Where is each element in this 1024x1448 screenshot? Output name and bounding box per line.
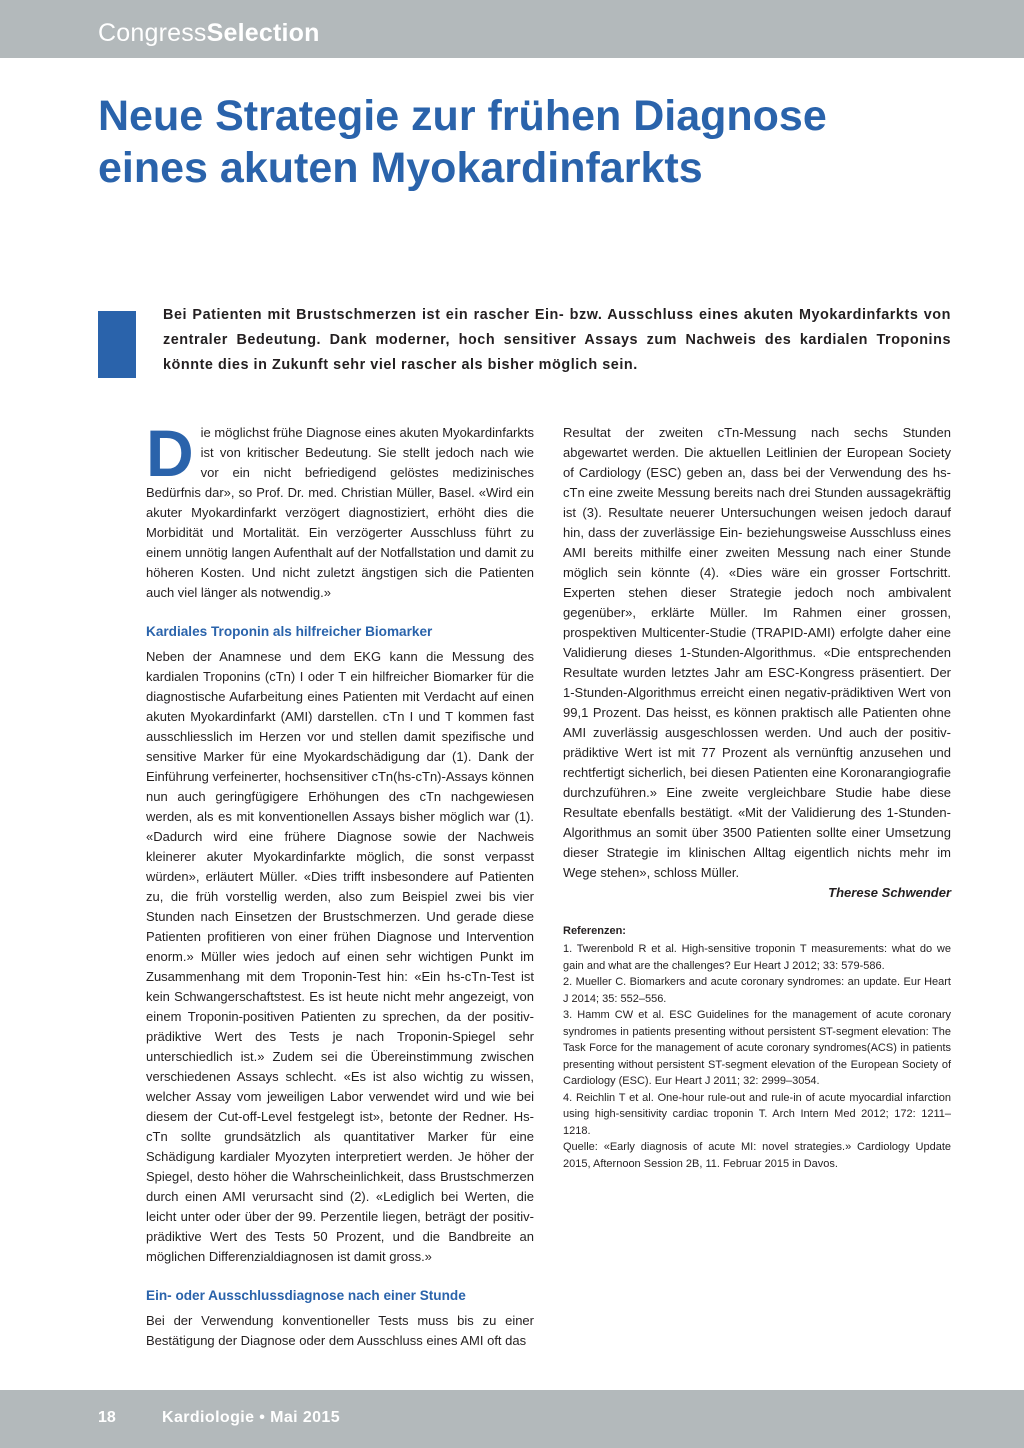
section-one-hour-continued: Resultat der zweiten cTn-Messung nach sechs Stunden abgewartet werden. Die aktuellen Leitlinien der European Society of Cardiology (ESC) geben an, dass bei der Verwendung des hs-cTn eine zweite Messung bereits nach drei Stunden aussagekräftig ist (3). Resultate neuerer Untersuchungen weisen jedoch darauf hin, dass der zuverlässige Ein- beziehungsweise Ausschluss eines AMI bereits mithilfe einer zweiten Messung nach einer Stunde möglich sein könnte (4). «Dies wäre ein grosser Fortschritt. Experten stehen dieser Strategie jedoch noch ambivalent gegenüber», erklärte Müller. Im Rahmen einer grossen, prospektiven Multicenter-Studie (TRAPID-AMI) erfolgte daher eine Validierung dieses 1-Stunden-Algorithmus. «Die entsprechenden Resultate wurden letztes Jahr am ESC-Kongress präsentiert. Der 1-Stunden-Algorithmus erreicht einen negativ-prädiktiven Wert von 99,1 Prozent. Das heisst, es können praktisch alle Patienten ohne AMI zuverlässig ausgeschlossen werden. Und auch der positiv-prädiktive Wert ist mit 77 Prozent als vernünftig anzusehen und rechtfertigt sicherlich, bei diesen Patienten eine Koronarangiografie durchzuführen.» Eine zweite vergleichbare Studie habe diese Resultate ebenfalls bestätigt. «Mit der Validierung des 1-Stunden-Algorithmus an somit über 3500 Patienten sollte einer Umsetzung dieser Strategie im klinischen Alltag eigentlich nichts mehr im Wege stehen», schloss Müller. [563,425,951,880]
intro-paragraph [146,416,534,603]
section-troponin-text: Neben der Anamnese und dem EKG kann die Messung des kardialen Troponins (cTn) I oder T ein hilfreicher Biomarker für die diagnostische Aufarbeitung eines Patienten mit Verdacht auf einen akuten Myokardinfarkt (AMI) darstellen. cTn I und T kommen fast ausschliesslich im Herzen vor und stellen damit spezifische und sensitive Marker für eine Myokardschädigung dar (1). Dank der Einführung verfeinerter, hochsensitiver cTn(hs-cTn)-Assays können nun auch geringfügigere Erhöhungen des cTn nachgewiesen werden, als es mit konventionellen Assays bisher möglich war (1). «Dadurch wird eine frühere Diagnose sowie der Nachweis kleinerer akuter Myokardinfarkte möglich, die sonst verpasst würden», erläutert Müller. «Dies trifft insbesondere auf Patienten zu, die früh vorstellig werden, also zum Beispiel zwei bis vier Stunden nach Einsetzen der Brustschmerzen. Und gerade diese Patienten profitieren von einer frühen Diagnose und Intervention enorm.» Müller wies jedoch auf einen sehr wichtigen Punkt im Zusammenhang mit dem Troponin-Test hin: «Ein hs-cTn-Test ist kein Schwangerschaftstest. Es ist heute nicht mehr angezeigt, von einem Troponin-positiven Patienten zu sprechen, da der positiv-prädiktive Wert des Tests je nach Troponin-Spiegel sehr unterschiedlich ist.» Zudem sei die Übereinstimmung zwischen verschiedenen Assays schlecht. «Es ist also wichtig zu wissen, welcher Assay vom jeweiligen Labor verwendet wird und wie bei diesem der Cut-off-Level festgelegt ist», betonte der Redner. Hs-cTn sollte grundsätzlich als quantitativer Marker für eine Schädigung kardialer Myozyten interpretiert werden. Je höher der Spiegel, desto höher die Wahrscheinlichkeit, dass Brustschmerzen durch einen AMI verursacht sind (2). «Lediglich bei Werten, die leicht unter oder über der 99. Perzentile liegen, beträgt der positiv-prädiktive Wert des Tests 50 Prozent, und die Bandbreite an möglichen Differenzialdiagnosen ist damit gross.» [146,649,535,1264]
left-column [146,416,535,1351]
reference-item: 2. Mueller C. Biomarkers and acute coronary syndromes: an update. Eur Heart J 2014; 35: 552–556. [563,976,951,1005]
brand-logo [98,19,320,47]
subhead-one-hour: Ein- oder Ausschlussdiagnose nach einer Stunde [146,1288,466,1303]
brand-regular: Congress [98,19,207,47]
section-one-hour-text: Bei der Verwendung konventioneller Tests muss bis zu einer Bestätigung der Diagnose oder dem Ausschluss eines AMI oft das [146,1313,534,1348]
reference-item: 1. Twerenbold R et al. High-sensitive troponin T measurements: what do we gain and what are the challenges? Eur Heart J 2012; 33: 579-586. [563,943,951,972]
drop-cap: D [146,416,194,490]
lead-accent-bar [98,311,136,378]
article-title [98,90,978,194]
source-note: Quelle: «Early diagnosis of acute MI: novel strategies.» Cardiology Update 2015, Afternoon Session 2B, 11. Februar 2015 in Davos. [563,1141,951,1170]
page-number: 18 [98,1409,116,1426]
title-line-2: eines akuten Myokardinfarkts [98,144,703,192]
intro-text: ie möglichst frühe Diagnose eines akuten Myokardinfarkts ist von kritischer Bedeutung. Sie stellt jedoch nach wie vor ein nicht befriedigend gelöstes medizinisches Bedürfnis dar», so Prof. Dr. med. Christian Müller, Basel. «Wird ein akuter Myokardinfarkt verzögert diagnostiziert, erhöht dies die Morbidität und Mortalität. Ein verzögerter Ausschluss führt zu einem unnötig langen Aufenthalt auf der Notfallstation und damit zu höheren Kosten. Und nicht zuletzt ängstigen sich die Patienten auch viel länger als notwendig.» [146,425,534,600]
title-line-1: Neue Strategie zur frühen Diagnose [98,92,827,140]
author-name: Therese Schwender [828,885,951,900]
footer-bar [0,1390,1024,1448]
journal-issue: Kardiologie • Mai 2015 [162,1409,341,1426]
references-heading: Referenzen: [563,925,626,937]
brand-bold: Selection [206,19,320,47]
right-column [563,423,951,1172]
reference-item: 3. Hamm CW et al. ESC Guidelines for the management of acute coronary syndromes in patients presenting without persistent ST-segment elevation: The Task Force for the management of acute coronary syndromes(ACS) in patients presenting without persistent ST-segment elevation of the European Society of Cardiology (ESC). Eur Heart J 2011; 32: 2999–3054. [563,1009,951,1087]
article-lead: Bei Patienten mit Brustschmerzen ist ein rascher Ein- bzw. Ausschluss eines akuten Myokardinfarkts von zentraler Bedeutung. Dank moderner, hoch sensitiver Assays zum Nachweis des kardialen Troponins könnte dies in Zukunft sehr viel rascher als bisher möglich sein. [163,307,951,373]
subhead-troponin: Kardiales Troponin als hilfreicher Biomarker [146,624,433,639]
reference-item: 4. Reichlin T et al. One-hour rule-out and rule-in of acute myocardial infarction using high-sensitivity cardiac troponin T. Arch Intern Med 2012; 172: 1211–1218. [563,1091,951,1137]
header-bar [0,0,1024,58]
